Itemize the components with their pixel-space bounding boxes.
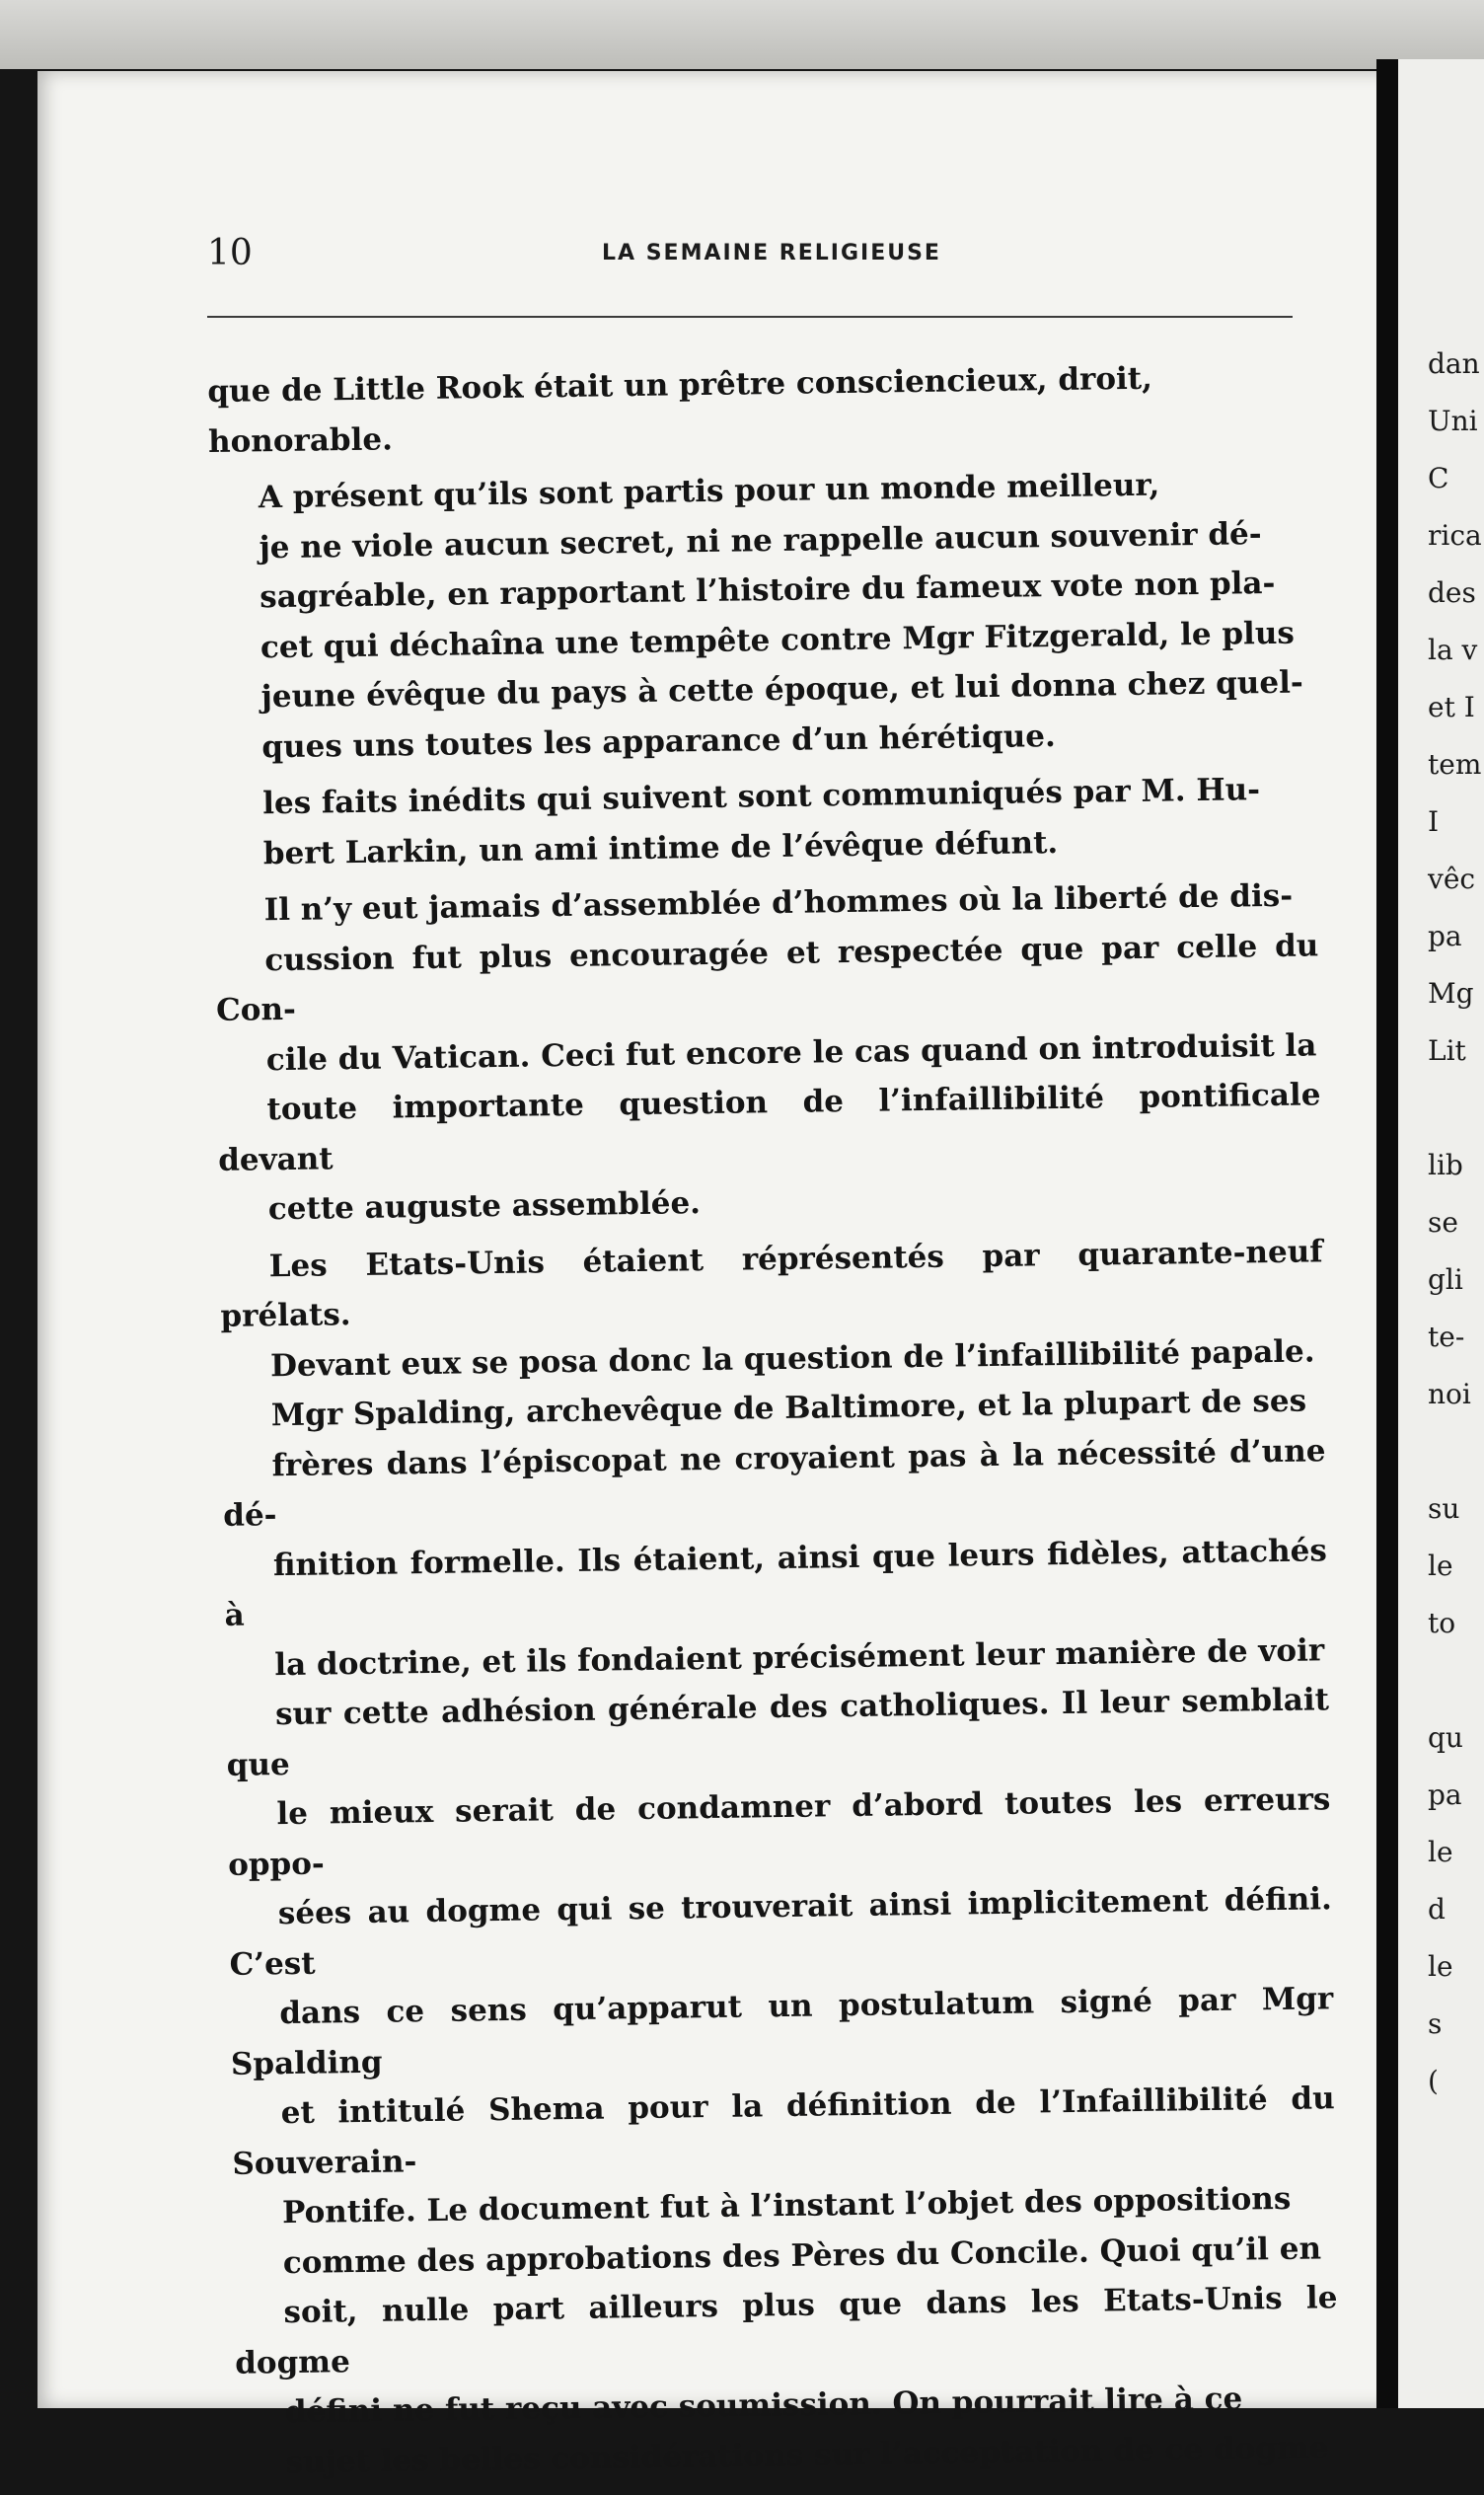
text-line: défini ne fut reçu avec soumission. On pourrait lire à ce: [284, 2381, 1243, 2431]
text-line: les faits inédits qui suivent sont communiqués par M. Hu-: [261, 772, 1261, 822]
text-line: sur cette adhésion générale des catholiques. Il leur semblait que: [226, 1682, 1330, 1783]
paragraph-3: [213, 764, 1317, 879]
adjacent-fragment: vêc: [1428, 863, 1476, 895]
body-text: [207, 351, 1340, 2494]
text-line: la doctrine, et ils fondaient précisément leur manière de voir: [274, 1631, 1325, 1683]
running-title: LA SEMAINE RELIGIEUSE: [602, 241, 941, 265]
text-line: cussion fut plus encouragée et respectée que par celle du Con-: [215, 927, 1319, 1028]
adjacent-fragment: se: [1428, 1206, 1458, 1239]
adjacent-page-fragments: [1428, 336, 1482, 2110]
adjacent-fragment: Lit: [1428, 1034, 1466, 1067]
text-line: frères dans l’épiscopat ne croyaient pas à la nécessité d’une dé-: [223, 1432, 1326, 1534]
text-line: Pontife. Le document fut à l’instant l’objet des oppositions: [281, 2180, 1292, 2231]
text-line: Devant eux se posa donc la question de l’infaillibilité papale.: [269, 1332, 1315, 1384]
adjacent-fragment: le: [1428, 1836, 1453, 1868]
text-line: cile du Vatican. Ceci fut encore le cas quand on introduisit la: [265, 1026, 1317, 1078]
paragraph-4: [214, 870, 1322, 1235]
text-line: finition formelle. Ils étaient, ainsi que leurs fidèles, attachés à: [224, 1532, 1328, 1633]
adjacent-fragment: [1428, 1652, 1482, 1709]
adjacent-fragment: le: [1428, 1550, 1453, 1582]
adjacent-fragment: [1428, 1080, 1482, 1137]
adjacent-page-edge: [1398, 59, 1484, 2408]
adjacent-fragment: qu: [1428, 1721, 1463, 1754]
adjacent-fragment: dan: [1428, 347, 1480, 380]
page-gutter: [1376, 59, 1398, 2408]
page-header: [207, 233, 1293, 278]
adjacent-fragment: pa: [1428, 1778, 1462, 1811]
page-number: 10: [207, 233, 253, 273]
text-line: sées au dogme qui se trouverait ainsi implicitement défini. C’est: [229, 1881, 1333, 1983]
adjacent-fragment: Mg: [1428, 977, 1474, 1010]
adjacent-fragment: to: [1428, 1607, 1456, 1639]
text-line: A présent qu’ils sont partis pour un monde meilleur,: [258, 467, 1160, 516]
adjacent-fragment: (: [1428, 2065, 1439, 2097]
text-line: Il n’y eut jamais d’assemblée d’hommes où la liberté de dis-: [263, 877, 1294, 929]
adjacent-fragment: d: [1428, 1893, 1446, 1926]
adjacent-fragment: noi: [1428, 1378, 1471, 1410]
adjacent-fragment: rica: [1428, 519, 1482, 552]
adjacent-fragment: te-: [1428, 1321, 1465, 1353]
adjacent-fragment: et I: [1428, 691, 1475, 723]
adjacent-fragment: C: [1428, 462, 1449, 494]
adjacent-fragment: Uni: [1428, 405, 1478, 437]
text-line: Les Etats-Unis étaient réprésentés par quarante-neuf prélats.: [220, 1233, 1323, 1334]
adjacent-fragment: tem: [1428, 748, 1482, 781]
text-line: que de Little Rook était un prêtre consciencieux, droit,: [207, 360, 1153, 410]
adjacent-fragment: la v: [1428, 634, 1478, 666]
adjacent-fragment: gli: [1428, 1263, 1463, 1296]
text-line: ques uns toutes les apparance d’un hérétique.: [261, 718, 1056, 765]
text-line: sujet les belles considérations sur l’acceptation de ce dogme: [285, 2429, 1329, 2480]
paragraph-2: [209, 458, 1316, 773]
text-line: cette auguste assemblée.: [267, 1185, 702, 1228]
paragraph-1: [207, 351, 1311, 467]
adjacent-fragment: lib: [1428, 1149, 1463, 1181]
text-line: jeune évêque du pays à cette époque, et lui donna chez quel-: [260, 664, 1303, 716]
text-line: sagréable, en rapportant l’histoire du fameux vote non pla-: [260, 565, 1276, 616]
text-line: le mieux serait de condamner d’abord toutes les erreurs oppo-: [227, 1781, 1331, 1883]
scan-background: [0, 0, 1484, 69]
text-line: Mgr Spalding, archevêque de Baltimore, et la plupart de ses: [270, 1383, 1307, 1434]
text-line: toute importante question de l’infaillibilité pontificale devant: [217, 1077, 1321, 1178]
adjacent-fragment: [1428, 1423, 1482, 1480]
text-line: comme des approbations des Pères du Concile. Quoi qu’il en: [282, 2230, 1322, 2281]
paragraph-5: [219, 1227, 1340, 2488]
adjacent-fragment: pa: [1428, 920, 1462, 952]
text-line: honorable.: [207, 420, 394, 460]
adjacent-fragment: des: [1428, 576, 1476, 609]
text-line: bert Larkin, un ami intime de l’évêque défunt.: [262, 824, 1059, 871]
text-line: cet qui déchaîna une tempête contre Mgr Fitzgerald, le plus: [260, 615, 1296, 665]
adjacent-fragment: le: [1428, 1950, 1453, 1983]
text-line: je ne viole aucun secret, ni ne rappelle aucun souvenir dé-: [259, 515, 1262, 566]
text-line: soit, nulle part ailleurs plus que dans les Etats-Unis le dogme: [234, 2280, 1338, 2382]
adjacent-fragment: s: [1428, 2007, 1443, 2040]
text-line: dans ce sens qu’apparut un postulatum signé par Mgr Spalding: [230, 1981, 1334, 2082]
adjacent-fragment: I: [1428, 805, 1440, 838]
adjacent-fragment: su: [1428, 1492, 1460, 1525]
header-rule: [207, 316, 1293, 318]
text-line: et intitulé Shema pour la définition de l’Infaillibilité du Souverain-: [232, 2080, 1335, 2182]
